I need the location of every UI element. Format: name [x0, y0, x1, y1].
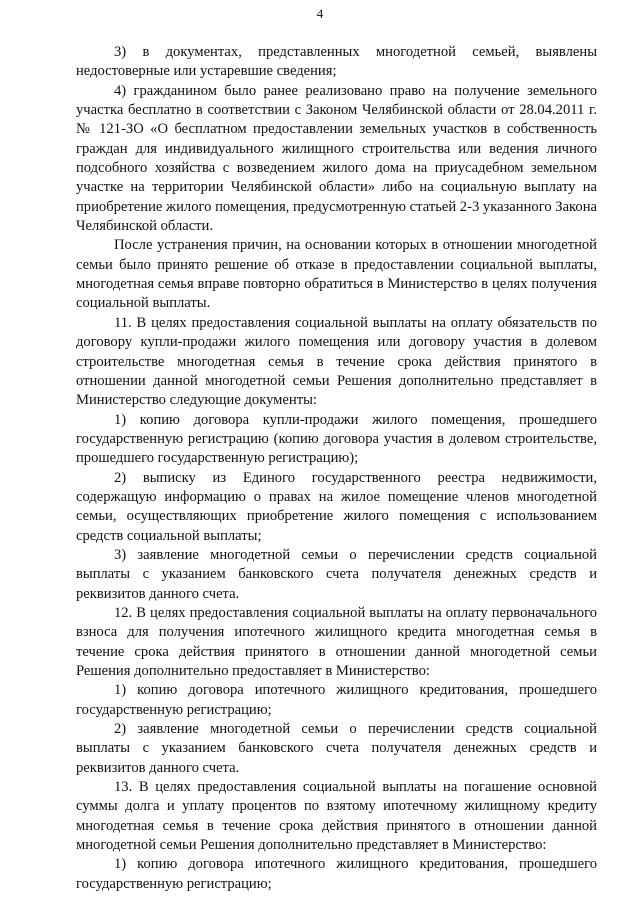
paragraph-section-13: 13. В целях предоставления социальной выплаты на погашение основной суммы долга и уплату процентов по взятому ипотечному жилищному кредиту многодетная семья в течение срока действия принятого в отношении данной многодетной семьи Решения дополнительно представляет в Министерство:: [76, 779, 597, 854]
paragraph-section-11-item-2: 2) выписку из Единого государственного реестра недвижимости, содержащую информацию о правах на жилое помещение членов многодетной семьи, осуществляющих приобретение жилого помещения с использованием средств социальной выплаты;: [76, 469, 597, 544]
paragraph-section-11: 11. В целях предоставления социальной выплаты на оплату обязательств по договору купли-продажи жилого помещения или договору участия в долевом строительстве многодетная семья в течение срока действия принятого в отношении данной многодетной семьи Решения дополнительно представляет в Министерство следующие документы:: [76, 314, 597, 409]
paragraph-section-12-item-2: 2) заявление многодетной семьи о перечислении средств социальной выплаты с указанием банковского счета получателя денежных средств и реквизитов данного счета.: [76, 721, 597, 776]
paragraph-section-11-item-3: 3) заявление многодетной семьи о перечислении средств социальной выплаты с указанием банковского счета получателя денежных средств и реквизитов данного счета.: [76, 546, 597, 602]
paragraph-item-4: 4) гражданином было ранее реализовано право на получение земельного участка бесплатно в соответствии с Законом Челябинской области от 28.04.2011 г. № 121-ЗО «О бесплатном предоставлении земельных участков в собственность граждан для индивидуального жилищного строительства или ведения личного подсобного хозяйства с возведением жилого дома на приусадебном земельном участке на территории Челябинской области» либо на социальную выплату на приобретение жилого помещения, предусмотренную статьей 2-3 указанного Закона Челябинской области.: [76, 82, 597, 235]
document-body: [76, 43, 597, 894]
paragraph-section-13-item-1: 1) копию договора ипотечного жилищного кредитования, прошедшего государственную регистрацию;: [76, 856, 597, 892]
paragraph-resubmission: После устранения причин, на основании которых в отношении многодетной семьи было принято решение об отказе в предоставлении социальной выплаты, многодетная семья вправе повторно обратиться в Министерство в целях получения социальной выплаты.: [76, 237, 597, 312]
page-number: 4: [316, 6, 324, 21]
paragraph-section-12: 12. В целях предоставления социальной выплаты на оплату первоначального взноса для получения ипотечного жилищного кредита многодетная семья в течение срока действия принятого в отношении данной многодетной семьи Решения дополнительно предоставляет в Министерство:: [76, 604, 597, 679]
paragraph-section-12-item-1: 1) копию договора ипотечного жилищного кредитования, прошедшего государственную регистрацию;: [76, 682, 597, 718]
paragraph-item-3: 3) в документах, представленных многодетной семьей, выявлены недостоверные или устаревшие сведения;: [76, 44, 597, 80]
paragraph-section-11-item-1: 1) копию договора купли-продажи жилого помещения, прошедшего государственную регистрацию (копию договора участия в долевом строительстве, прошедшего государственную регистрацию);: [76, 411, 597, 467]
